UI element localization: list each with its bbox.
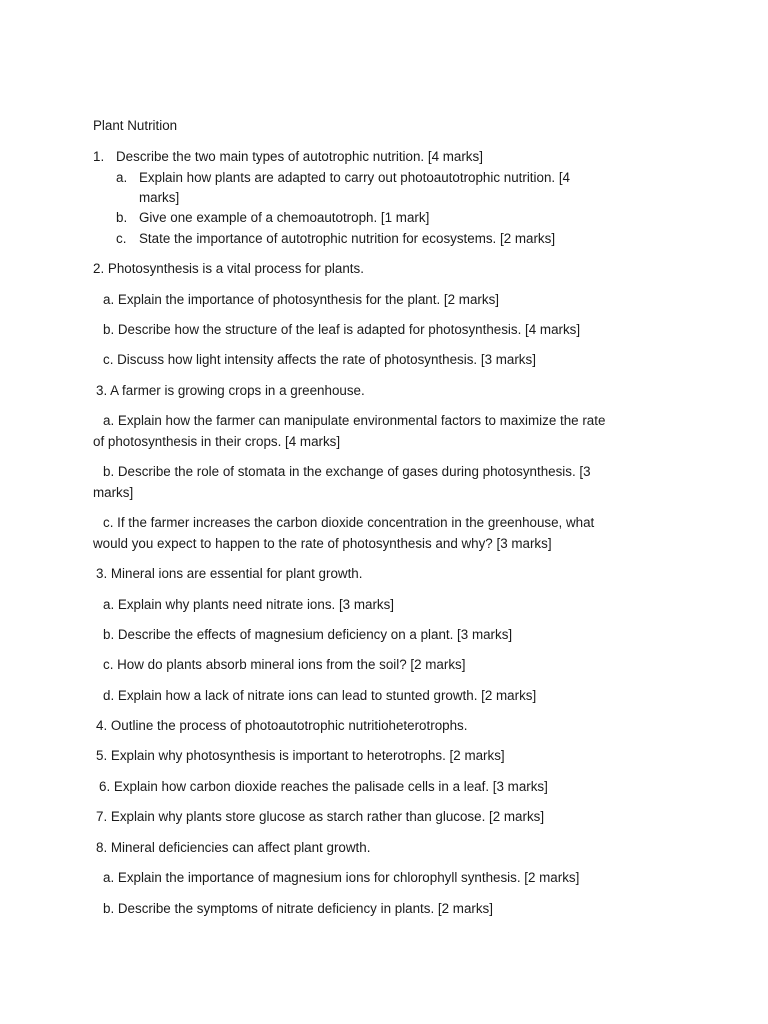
question-3c-line2: would you expect to happen to the rate of photosynthesis and why? [3 marks] — [93, 536, 552, 551]
question-1a-letter: a. — [116, 170, 128, 185]
question-2: 2. Photosynthesis is a vital process for plants. — [93, 261, 364, 276]
question-1b-letter: b. — [116, 210, 128, 225]
question-1-number: 1. — [93, 149, 105, 164]
question-4: 4. Outline the process of photoautotrophic nutritioheterotrophs. — [96, 718, 468, 733]
question-3-mineral-ions: 3. Mineral ions are essential for plant growth. — [96, 566, 363, 581]
question-3-mineral-d: d. Explain how a lack of nitrate ions can lead to stunted growth. [2 marks] — [103, 688, 537, 703]
question-1a-text-line2: marks] — [139, 190, 180, 205]
question-3-greenhouse: 3. A farmer is growing crops in a greenhouse. — [96, 383, 365, 398]
question-6: 6. Explain how carbon dioxide reaches the palisade cells in a leaf. [3 marks] — [99, 779, 548, 794]
question-3-mineral-b: b. Describe the effects of magnesium deficiency on a plant. [3 marks] — [103, 627, 513, 642]
question-2b: b. Describe how the structure of the leaf is adapted for photosynthesis. [4 marks] — [103, 322, 581, 337]
question-3b-line1: b. Describe the role of stomata in the exchange of gases during photosynthesis. [3 — [103, 464, 591, 479]
question-3-mineral-c: c. How do plants absorb mineral ions from the soil? [2 marks] — [103, 657, 466, 672]
question-8: 8. Mineral deficiencies can affect plant growth. — [96, 840, 371, 855]
question-1-text: Describe the two main types of autotrophic nutrition. [4 marks] — [116, 149, 483, 164]
question-1b-text: Give one example of a chemoautotroph. [1 mark] — [139, 210, 430, 225]
question-8b: b. Describe the symptoms of nitrate deficiency in plants. [2 marks] — [103, 901, 493, 916]
question-2a: a. Explain the importance of photosynthesis for the plant. [2 marks] — [103, 292, 499, 307]
question-3a-line2: of photosynthesis in their crops. [4 marks] — [93, 434, 341, 449]
question-1a-text-line1: Explain how plants are adapted to carry out photoautotrophic nutrition. [4 — [139, 170, 571, 185]
question-7: 7. Explain why plants store glucose as starch rather than glucose. [2 marks] — [96, 809, 545, 824]
question-8a: a. Explain the importance of magnesium ions for chlorophyll synthesis. [2 marks] — [103, 870, 580, 885]
question-3a-line1: a. Explain how the farmer can manipulate environmental factors to maximize the rate — [103, 413, 606, 428]
question-2c: c. Discuss how light intensity affects the rate of photosynthesis. [3 marks] — [103, 352, 536, 367]
question-1c-letter: c. — [116, 231, 127, 246]
question-3-mineral-a: a. Explain why plants need nitrate ions. [3 marks] — [103, 597, 395, 612]
question-5: 5. Explain why photosynthesis is important to heterotrophs. [2 marks] — [96, 748, 505, 763]
document-title: Plant Nutrition — [93, 118, 178, 133]
question-3c-line1: c. If the farmer increases the carbon dioxide concentration in the greenhouse, what — [103, 515, 595, 530]
question-1c-text: State the importance of autotrophic nutrition for ecosystems. [2 marks] — [139, 231, 556, 246]
question-3b-line2: marks] — [93, 485, 134, 500]
